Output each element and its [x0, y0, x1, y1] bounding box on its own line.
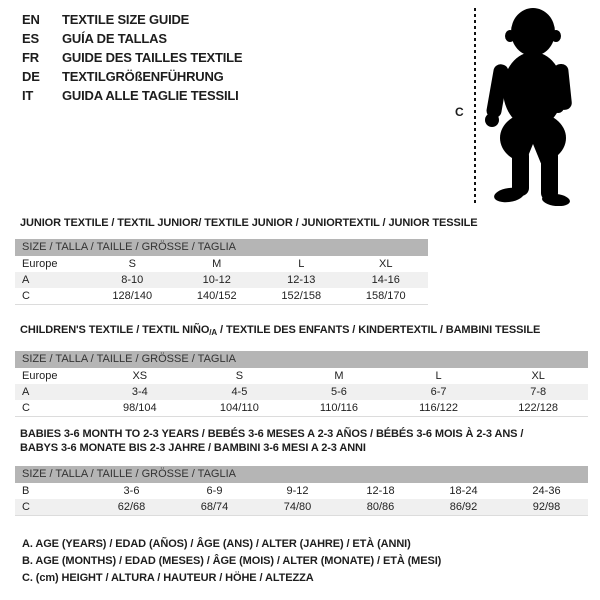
table-cell: 74/80 — [283, 501, 312, 513]
babies-textile-table — [15, 427, 588, 516]
table-cell: L — [298, 258, 305, 270]
table-row — [15, 400, 588, 416]
table-cell: XL — [379, 258, 393, 270]
table-cell: 14-16 — [371, 274, 400, 286]
language-label: GUÍA DE TALLAS — [62, 31, 167, 46]
table-row — [15, 288, 428, 304]
table-cell: 110/116 — [319, 402, 359, 414]
table-cell: 80/86 — [366, 501, 395, 513]
footnote-b: B. AGE (MONTHS) / EDAD (MESES) / ÂGE (MOIS) / ALTER (MONATE) / ETÀ (MESI) — [22, 555, 442, 567]
table-title-text: BABIES 3-6 MONTH TO 2-3 YEARS / BEBÉS 3-6 MESES A 2-3 AÑOS / BÉBÉS 3-6 MOIS À 2-3 ANS / — [20, 428, 524, 440]
table-cell: 12-18 — [366, 485, 395, 497]
table-cell: 128/140 — [112, 290, 153, 302]
table-cell: S — [235, 370, 244, 382]
row-label: B — [22, 485, 30, 497]
table-cell: 122/128 — [518, 402, 559, 414]
row-label: Europe — [22, 370, 58, 382]
table-cell: 92/98 — [532, 501, 561, 513]
row-label: C — [22, 402, 30, 414]
footnote-a: A. AGE (YEARS) / EDAD (AÑOS) / ÂGE (ANS) / ALTER (JAHRE) / ETÀ (ANNI) — [22, 538, 411, 550]
language-label: GUIDE DES TAILLES TEXTILE — [62, 50, 243, 65]
table-title-text: BABYS 3-6 MONATE BIS 2-3 JAHRE / BAMBINI 3-6 MESI A 2-3 ANNI — [20, 442, 366, 454]
language-row-de — [22, 67, 242, 86]
table-cell: 68/74 — [200, 501, 229, 513]
table-cell: 6-9 — [206, 485, 223, 497]
table-title — [20, 216, 478, 230]
language-row-fr — [22, 48, 242, 67]
table-cell: 4-5 — [231, 386, 248, 398]
junior-textile-table — [15, 216, 478, 305]
table-title-text: / TEXTILE DES ENFANTS / KINDERTEXTIL / BAMBINI TESSILE — [217, 324, 541, 336]
table-cell: 152/158 — [281, 290, 322, 302]
table-row — [15, 499, 588, 515]
language-code: FR — [22, 50, 39, 65]
language-label: TEXTILGRÖßENFÜHRUNG — [62, 69, 224, 84]
height-measure-label: C — [455, 105, 464, 119]
language-code: DE — [22, 69, 40, 84]
table-cell: 158/170 — [365, 290, 406, 302]
size-header-bar: SIZE / TALLA / TAILLE / GRÖSSE / TAGLIA — [15, 351, 588, 368]
table-cell: 5-6 — [331, 386, 347, 398]
size-header-bar: SIZE / TALLA / TAILLE / GRÖSSE / TAGLIA — [15, 466, 588, 483]
table-cell: XS — [132, 370, 148, 382]
table-title — [20, 427, 588, 455]
table-row — [15, 272, 428, 288]
language-code: IT — [22, 88, 34, 103]
table-row — [15, 483, 588, 499]
table-cell: 116/122 — [419, 402, 459, 414]
row-label: C — [22, 290, 30, 302]
table-rows — [15, 483, 588, 516]
table-title-subscript: /A — [209, 328, 218, 337]
table-cell: 98/104 — [122, 402, 157, 414]
table-cell: 18-24 — [449, 485, 478, 497]
table-cell: 9-12 — [286, 485, 309, 497]
table-cell: 140/152 — [196, 290, 237, 302]
table-cell: S — [128, 258, 136, 270]
height-measure-line-icon — [474, 8, 476, 206]
table-cell: 3-6 — [123, 485, 140, 497]
footnote-c: C. (cm) HEIGHT / ALTURA / HAUTEUR / HÖHE / ALTEZZA — [22, 572, 314, 584]
table-cell: 10-12 — [202, 274, 231, 286]
language-row-es — [22, 29, 242, 48]
table-cell: 12-13 — [287, 274, 316, 286]
footnotes — [22, 536, 441, 587]
table-cell: 8-10 — [121, 274, 144, 286]
table-title-text: JUNIOR TEXTILE / TEXTIL JUNIOR/ TEXTILE JUNIOR / JUNIORTEXTIL / JUNIOR TESSILE — [20, 217, 478, 229]
table-cell: XL — [531, 370, 545, 382]
language-list — [22, 10, 242, 105]
table-title — [20, 323, 588, 340]
table-cell: 24-36 — [532, 485, 561, 497]
table-cell: 62/68 — [117, 501, 146, 513]
table-cell: 86/92 — [449, 501, 478, 513]
language-label: GUIDA ALLE TAGLIE TESSILI — [62, 88, 239, 103]
language-row-en — [22, 10, 242, 29]
table-cell: 6-7 — [430, 386, 447, 398]
row-label: A — [22, 274, 30, 286]
table-cell: 7-8 — [530, 386, 547, 398]
language-code: ES — [22, 31, 39, 46]
childrens-textile-table — [15, 323, 588, 417]
table-cell: M — [334, 370, 344, 382]
table-row — [15, 384, 588, 400]
table-cell: M — [212, 258, 222, 270]
row-label: C — [22, 501, 30, 513]
table-cell: 104/110 — [219, 402, 259, 414]
size-header-bar: SIZE / TALLA / TAILLE / GRÖSSE / TAGLIA — [15, 239, 428, 256]
language-label: TEXTILE SIZE GUIDE — [62, 12, 190, 27]
row-label: A — [22, 386, 30, 398]
table-title-text: CHILDREN'S TEXTILE / TEXTIL NIÑO — [20, 324, 210, 336]
baby-silhouette-icon — [482, 6, 590, 206]
table-cell: 3-4 — [131, 386, 148, 398]
language-row-it — [22, 86, 242, 105]
table-cell: L — [435, 370, 442, 382]
row-label: Europe — [22, 258, 58, 270]
table-row — [15, 256, 428, 272]
table-rows — [15, 368, 588, 417]
language-code: EN — [22, 12, 40, 27]
table-rows — [15, 256, 428, 305]
table-row — [15, 368, 588, 384]
